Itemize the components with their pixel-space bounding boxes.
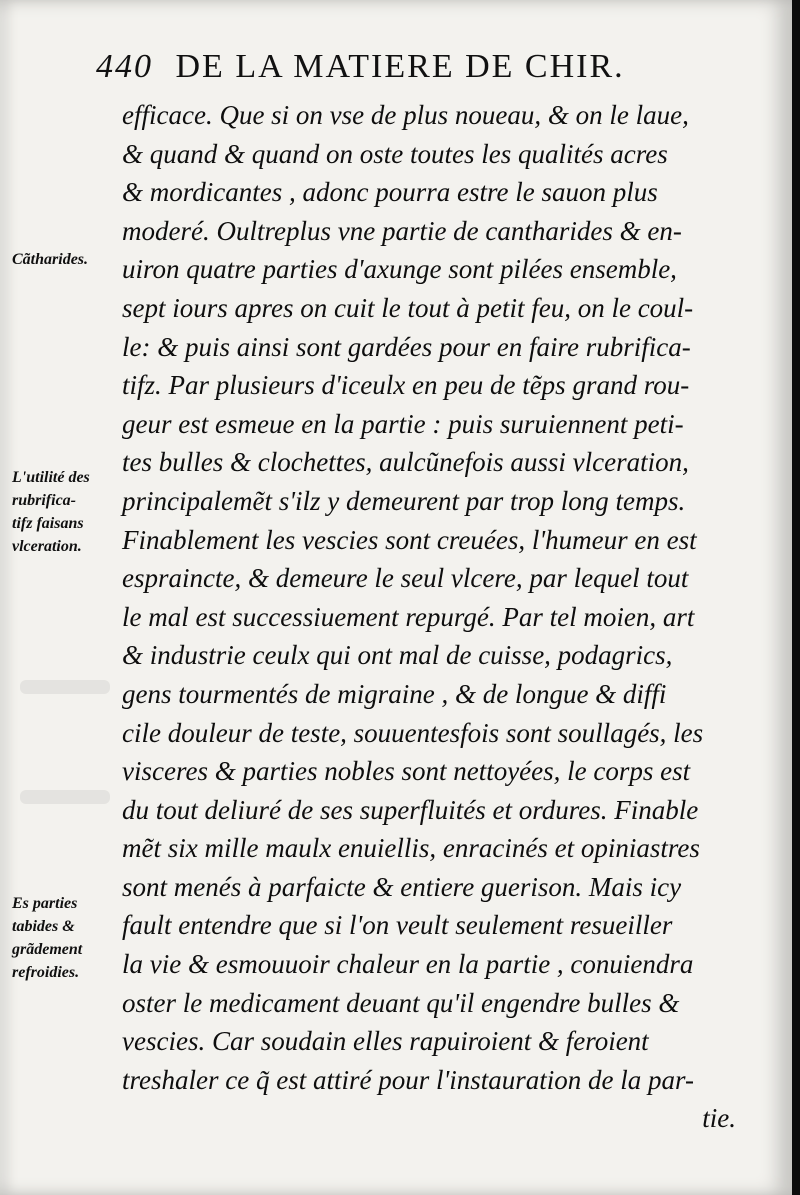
bleed-through-smudge — [20, 680, 110, 694]
text-line: vescies. Car soudain elles rapuiroient & feroient — [122, 1026, 649, 1057]
text-line: uiron quatre parties d'axunge sont pilées ensemble, — [122, 254, 677, 285]
text-line: & quand & quand on oste toutes les qualités acres — [122, 138, 668, 169]
text-line: tes bulles & clochettes, aulcũnefois aussi vlceration, — [122, 447, 689, 478]
text-line: gens tourmentés de migraine , & de longue & diffi — [122, 678, 667, 709]
marginal-note-cantharides — [12, 248, 124, 271]
running-title: DE LA MATIERE DE CHIR. — [175, 48, 625, 85]
text-line: du tout deliuré de ses superfluités et ordures. Finable — [122, 794, 699, 825]
body-text — [122, 96, 742, 1138]
text-line: mẽt six mille maulx enuiellis, enracinés et opiniastres — [122, 833, 700, 864]
marginal-note-line: tifz faisans — [12, 515, 84, 532]
marginal-note-line: grãdement — [12, 941, 83, 958]
text-line: & mordicantes , adonc pourra estre le sauon plus — [122, 177, 658, 208]
marginal-note-utilite — [12, 466, 124, 558]
marginal-note-line: rubrifica- — [12, 492, 76, 509]
book-gutter — [792, 0, 800, 1195]
text-line: sont menés à parfaicte & entiere guerison. Mais icy — [122, 871, 682, 902]
text-line: moderé. Oultreplus vne partie de cantharides & en- — [122, 215, 682, 246]
text-line: cile douleur de teste, souuentesfois sont soullagés, les — [122, 717, 704, 748]
text-line: le: & puis ainsi sont gardées pour en faire rubrifica- — [122, 331, 691, 362]
marginal-note-line: Es parties — [12, 895, 78, 912]
bleed-through-smudge — [20, 790, 110, 804]
marginal-note-line: tabides & — [12, 918, 75, 935]
text-line: efficace. Que si on vse de plus noueau, & on le laue, — [122, 100, 689, 130]
text-line: tie. — [702, 1103, 736, 1134]
marginal-note-line: L'utilité des — [12, 469, 90, 486]
marginal-note-line: vlceration. — [12, 538, 82, 555]
text-line: tifz. Par plusieurs d'iceulx en peu de tẽps grand rou- — [122, 370, 690, 401]
marginal-note-line: refroidies. — [12, 964, 80, 981]
text-line: espraincte, & demeure le seul vlcere, par lequel tout — [122, 563, 689, 594]
page-number: 440 — [96, 48, 153, 85]
text-line: oster le medicament deuant qu'il engendre bulles & — [122, 987, 680, 1018]
text-line: & industrie ceulx qui ont mal de cuisse, podagrics, — [122, 640, 673, 671]
text-line: la vie & esmouuoir chaleur en la partie , conuiendra — [122, 949, 694, 980]
text-line: fault entendre que si l'on veult seulement resueiller — [122, 910, 673, 941]
text-line: sept iours apres on cuit le tout à petit feu, on le coul- — [122, 292, 694, 323]
text-line: Finablement les vescies sont creuées, l'humeur en est — [122, 524, 697, 555]
text-line: treshaler ce q̃ est attiré pour l'instauration de la par- — [122, 1064, 694, 1095]
text-line: visceres & parties nobles sont nettoyées, le corps est — [122, 756, 691, 787]
text-line: geur est esmeue en la partie : puis suruiennent peti- — [122, 408, 684, 439]
marginal-note-parties — [12, 892, 124, 984]
text-line: le mal est successiuement repurgé. Par tel moien, art — [122, 601, 695, 632]
running-header — [96, 48, 736, 86]
marginal-note-line: Cãtharides. — [12, 251, 89, 268]
text-line: principalemẽt s'ilz y demeurent par trop long temps. — [122, 485, 686, 516]
